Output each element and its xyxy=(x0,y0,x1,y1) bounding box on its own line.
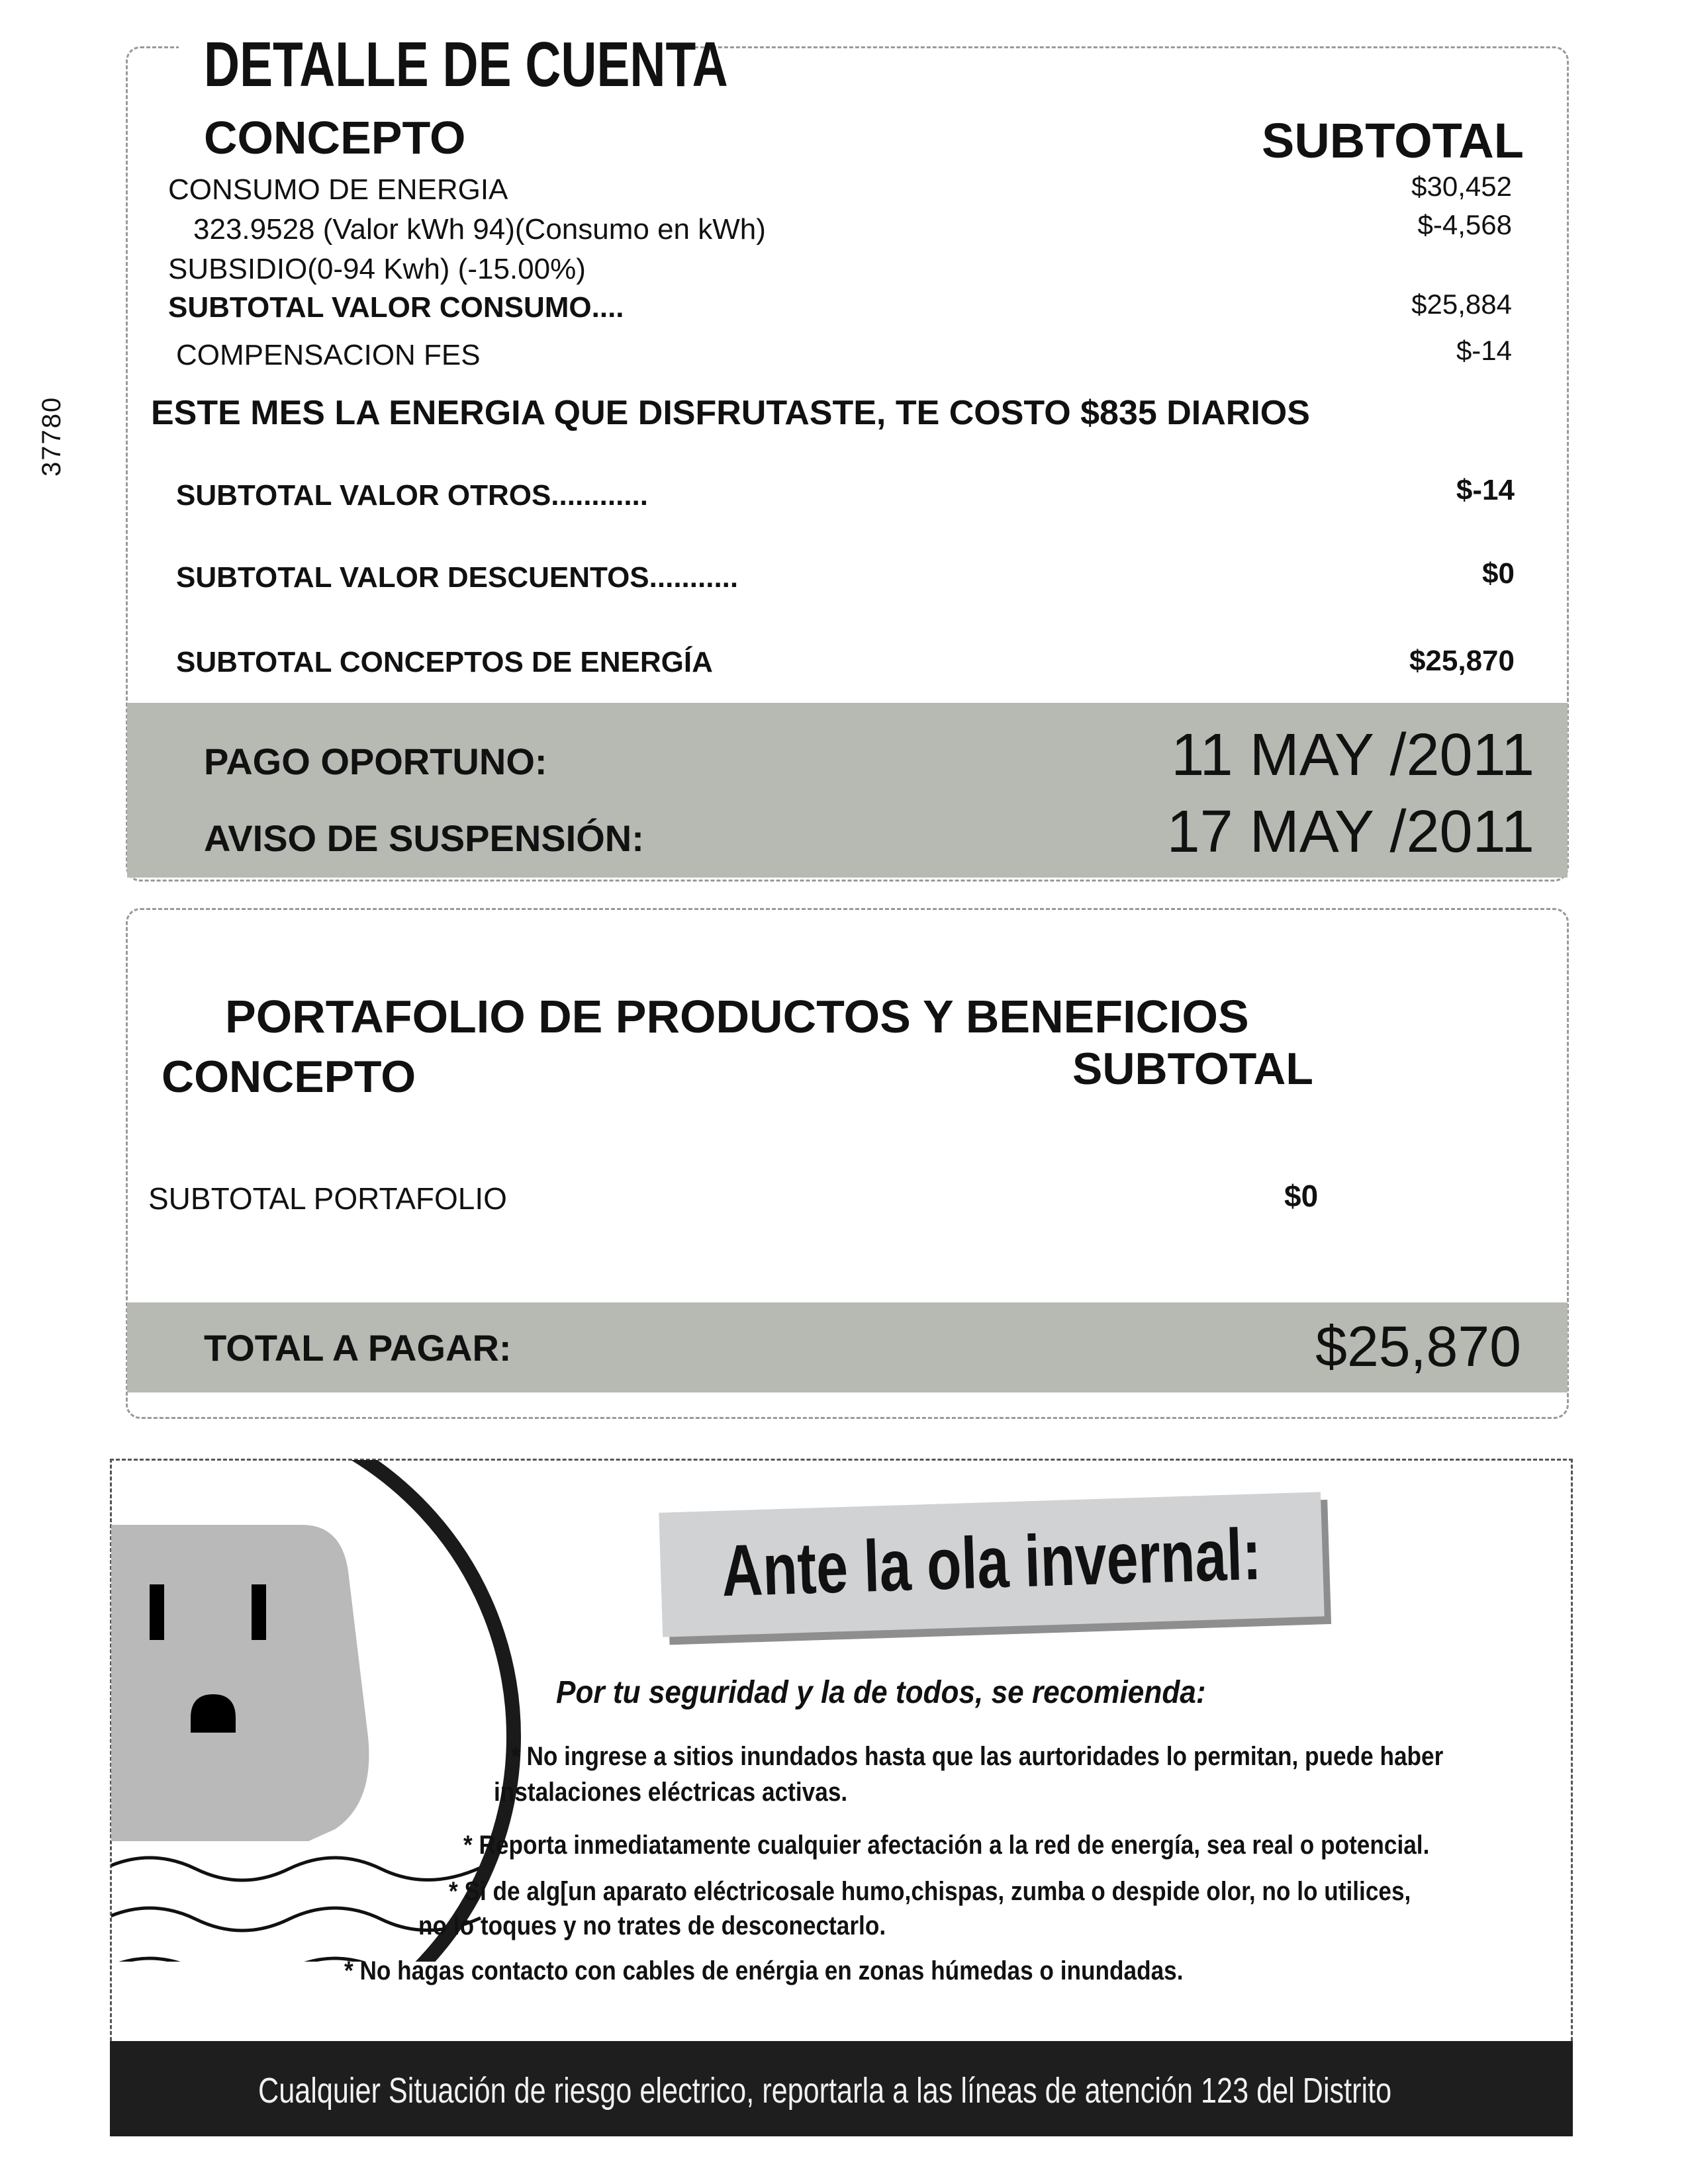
line-value-consumo: $30,452 xyxy=(1411,171,1512,202)
line-label-kwh: 323.9528 (Valor kWh 94)(Consumo en kWh) xyxy=(193,213,766,246)
line-value-subtotal-consumo: $25,884 xyxy=(1411,289,1512,320)
daily-cost-message: ESTE MES LA ENERGIA QUE DISFRUTASTE, TE COSTO $835 DIARIOS xyxy=(151,394,1310,432)
account-concept-header: CONCEPTO xyxy=(204,112,466,163)
portfolio-subtotal-value: $0 xyxy=(1284,1179,1319,1213)
subtotal-descuentos-label: SUBTOTAL VALOR DESCUENTOS........... xyxy=(176,561,739,594)
line-label-compensacion: COMPENSACION FES xyxy=(176,339,481,371)
portfolio-title: PORTAFOLIO DE PRODUCTOS Y BENEFICIOS xyxy=(225,991,1249,1042)
tip-1-line-2: instalaciones eléctricas activas. xyxy=(494,1778,848,1807)
side-code: 37780 xyxy=(37,396,66,477)
line-value-compensacion: $-14 xyxy=(1456,335,1512,366)
line-label-consumo: CONSUMO DE ENERGIA xyxy=(168,173,508,206)
account-subtotal-header: SUBTOTAL xyxy=(1261,113,1524,168)
account-title: DETALLE DE CUENTA xyxy=(204,29,728,100)
suspension-label: AVISO DE SUSPENSIÓN: xyxy=(204,817,644,859)
subtotal-descuentos-value: $0 xyxy=(1482,557,1515,590)
total-value: $25,870 xyxy=(1315,1315,1521,1379)
suspension-date: 17 MAY /2011 xyxy=(1166,799,1534,865)
safety-subtitle: Por tu seguridad y la de todos, se recomienda: xyxy=(556,1675,1206,1710)
line-label-subtotal-consumo: SUBTOTAL VALOR CONSUMO.... xyxy=(168,291,624,324)
tip-3-line-2: no lo toques y no trates de desconectarlo. xyxy=(418,1911,886,1940)
portfolio-concept-header: CONCEPTO xyxy=(162,1052,416,1102)
due-date: 11 MAY /2011 xyxy=(1171,722,1534,788)
total-label: TOTAL A PAGAR: xyxy=(204,1327,512,1369)
due-label: PAGO OPORTUNO: xyxy=(204,741,547,782)
line-label-subsidio: SUBSIDIO(0-94 Kwh) (-15.00%) xyxy=(168,253,586,285)
tip-2: * Reporta inmediatamente cualquier afectación a la red de energía, sea real o potencial. xyxy=(463,1831,1430,1860)
tip-1-line-1: * No ingrese a sitios inundados hasta que las aurtoridades lo permitan, puede haber xyxy=(511,1742,1444,1771)
tip-4: * No hagas contacto con cables de enérgia en zonas húmedas o inundadas. xyxy=(344,1956,1184,1985)
subtotal-otros-value: $-14 xyxy=(1456,474,1515,506)
footer-text: Cualquier Situación de riesgo electrico, reportarla a las líneas de atención 123 del Distrito xyxy=(258,2071,1392,2111)
portfolio-subtotal-label: SUBTOTAL PORTAFOLIO xyxy=(148,1181,507,1216)
subtotal-energia-label: SUBTOTAL CONCEPTOS DE ENERGÍA xyxy=(176,646,713,678)
tip-3-line-1: * Si de alg[un aparato eléctricosale humo,chispas, zumba o despide olor, no lo utilices, xyxy=(449,1877,1411,1906)
safety-title: Ante la ola invernal: xyxy=(720,1513,1263,1612)
subtotal-otros-label: SUBTOTAL VALOR OTROS............ xyxy=(176,479,649,512)
portfolio-subtotal-header: SUBTOTAL xyxy=(1072,1044,1313,1094)
line-value-kwh: $-4,568 xyxy=(1417,209,1512,240)
subtotal-energia-value: $25,870 xyxy=(1409,645,1515,677)
